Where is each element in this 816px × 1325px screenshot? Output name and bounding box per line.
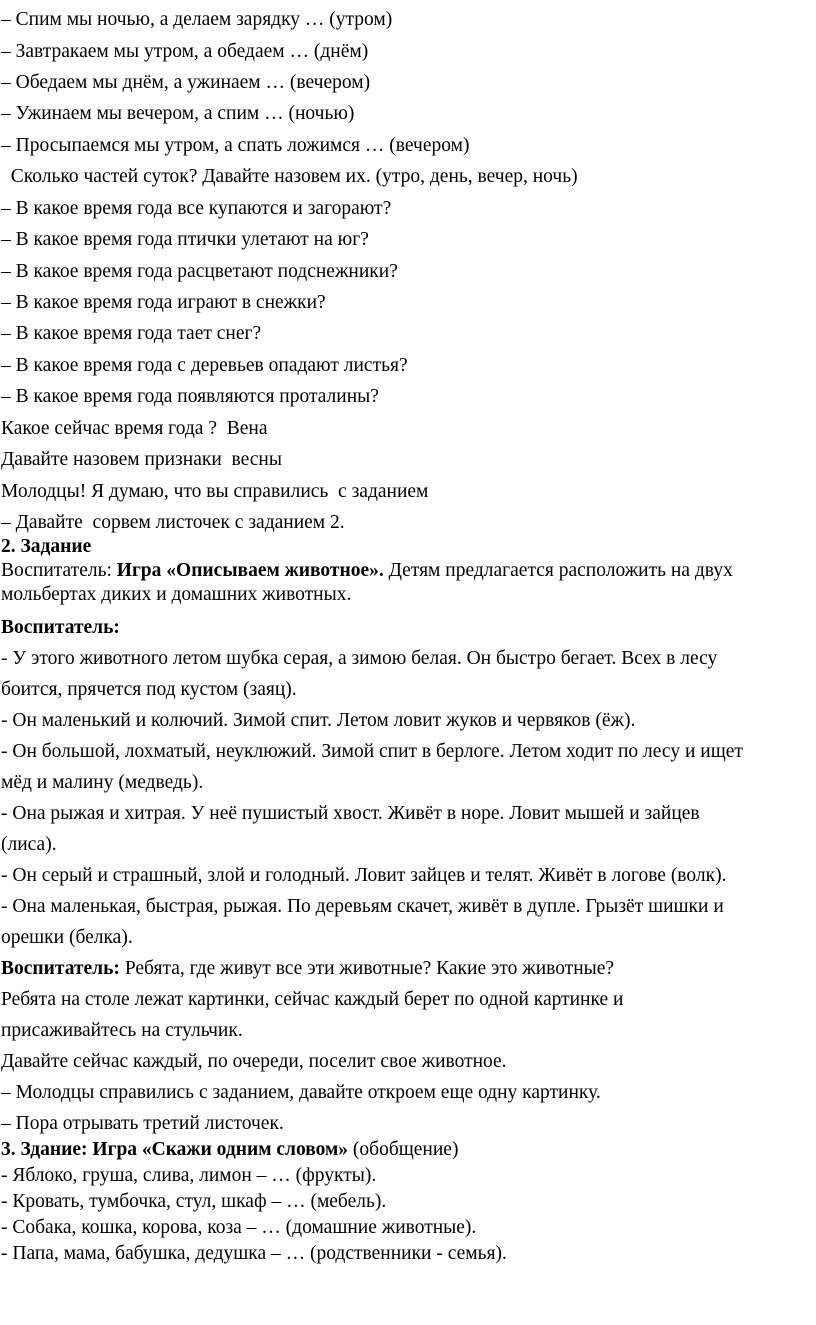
text-line: – Давайте сорвем листочек с заданием 2.: [1, 512, 345, 533]
text-line: – В какое время года с деревьев опадают листья?: [1, 355, 408, 376]
riddle-line: - Он маленький и колючий. Зимой спит. Летом ловит жуков и червяков (ёж).: [1, 710, 636, 731]
text-line: Давайте сейчас каждый, по очереди, поселит свое животное.: [1, 1051, 507, 1072]
riddle-line: орешки (белка).: [1, 927, 133, 948]
task3-heading-rest: (обобщение): [348, 1139, 459, 1160]
text-line: Ребята на столе лежат картинки, сейчас каждый берет по одной картинке и: [1, 989, 624, 1010]
text-line: присаживайтесь на стульчик.: [1, 1020, 243, 1041]
riddle-line: - Он большой, лохматый, неуклюжий. Зимой спит в берлоге. Летом ходит по лесу и ищет: [1, 741, 743, 762]
riddle-line: - Он серый и страшный, злой и голодный. Ловит зайцев и телят. Живёт в логове (волк).: [1, 865, 727, 886]
text-line: – Обедаем мы днём, а ужинаем … (вечером): [1, 72, 371, 93]
riddle-line: (лиса).: [1, 834, 57, 855]
text-line: Сколько частей суток? Давайте назовем их. (утро, день, вечер, ночь): [1, 166, 578, 187]
text-line: Какое сейчас время года ? Вена: [1, 418, 268, 439]
question-text: Ребята, где живут все эти животные? Какие это животные?: [119, 958, 615, 979]
text-line: Давайте назовем признаки весны: [1, 449, 282, 470]
speaker-label: Воспитатель:: [1, 617, 120, 638]
list-item: - Собака, кошка, корова, коза – … (домашние животные).: [1, 1217, 477, 1238]
task2-intro: [1, 559, 733, 583]
intro-rest: Детям предлагается расположить на двух: [383, 560, 733, 581]
text-line: – Завтракаем мы утром, а обедаем … (днём): [1, 41, 369, 62]
text-line: – В какое время года появляются проталины?: [1, 386, 379, 407]
text-line: Молодцы! Я думаю, что вы справились с заданием: [1, 481, 429, 502]
list-item: - Папа, мама, бабушка, дедушка – … (родственники - семья).: [1, 1243, 507, 1264]
text-line: – В какое время года играют в снежки?: [1, 292, 326, 313]
text-line: – Ужинаем мы вечером, а спим … (ночью): [1, 103, 355, 124]
intro-game-title: Игра «Описываем животное».: [116, 560, 384, 581]
text-line: – Просыпаемся мы утром, а спать ложимся … (вечером): [1, 135, 470, 156]
task2-intro-cont: мольбертах диких и домашних животных.: [1, 584, 352, 605]
text-line: – В какое время года тает снег?: [1, 323, 262, 344]
task3-heading: [1, 1138, 458, 1162]
text-line: – В какое время года расцветают подснежники?: [1, 261, 398, 282]
question-line: [1, 957, 614, 981]
riddle-line: боится, прячется под кустом (заяц).: [1, 679, 297, 700]
list-item: - Яблоко, груша, слива, лимон – … (фрукты).: [1, 1165, 377, 1186]
intro-prefix: Воспитатель:: [1, 560, 117, 581]
text-line: – Спим мы ночью, а делаем зарядку … (утром): [1, 9, 393, 30]
text-line: – Пора отрывать третий листочек.: [1, 1113, 284, 1134]
text-line: – В какое время года все купаются и загорают?: [1, 198, 392, 219]
task3-heading-bold: 3. Здание: Игра «Скажи одним словом»: [1, 1139, 349, 1160]
riddle-line: мёд и малину (медведь).: [1, 772, 204, 793]
riddle-line: - Она рыжая и хитрая. У неё пушистый хвост. Живёт в норе. Ловит мышей и зайцев: [1, 803, 700, 824]
list-item: - Кровать, тумбочка, стул, шкаф – … (мебель).: [1, 1191, 387, 1212]
question-speaker: Воспитатель:: [1, 958, 120, 979]
text-line: – Молодцы справились с заданием, давайте откроем еще одну картинку.: [1, 1082, 601, 1103]
task2-heading: 2. Задание: [1, 536, 92, 557]
riddle-line: - У этого животного летом шубка серая, а зимою белая. Он быстро бегает. Всех в лесу: [1, 648, 718, 669]
text-line: – В какое время года птички улетают на юг?: [1, 229, 369, 250]
riddle-line: - Она маленькая, быстрая, рыжая. По деревьям скачет, живёт в дупле. Грызёт шишки и: [1, 896, 724, 917]
